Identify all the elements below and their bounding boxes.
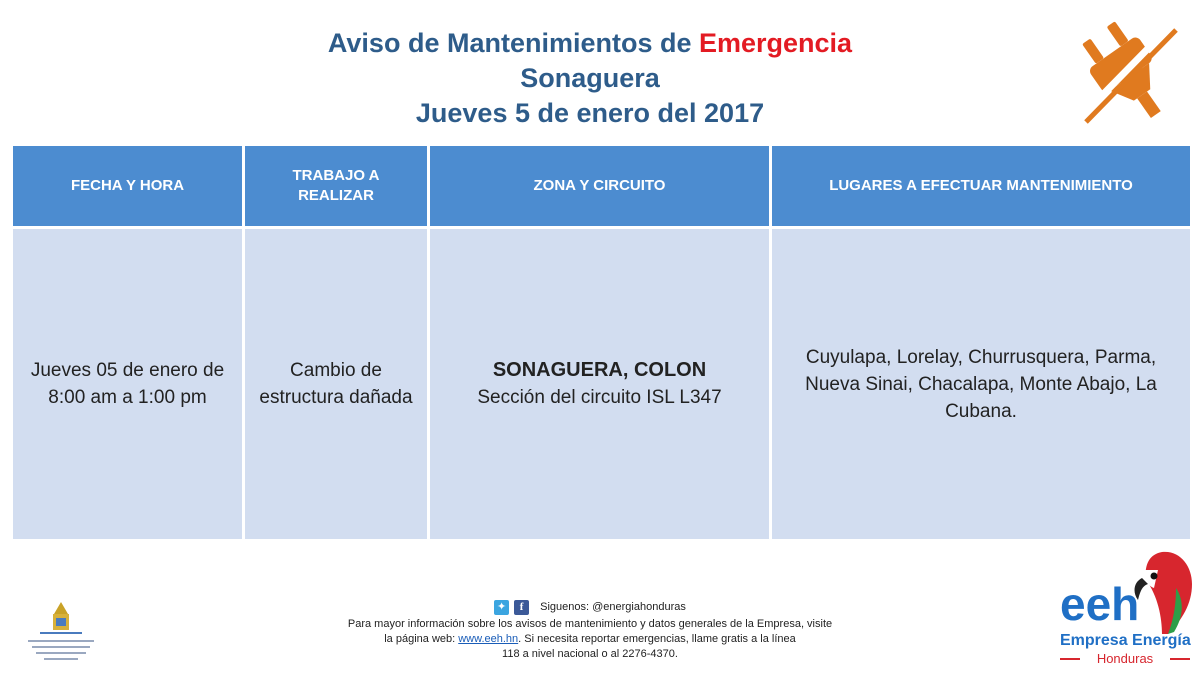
emergency-word: Emergencia: [699, 28, 853, 58]
info-line-3: 118 a nivel nacional o al 2276-4370.: [502, 648, 678, 660]
website-link[interactable]: www.eeh.hn: [458, 633, 519, 645]
table-row: [12, 228, 1192, 541]
twitter-icon[interactable]: ✦: [494, 600, 509, 615]
column-header: TRABAJO A REALIZAR: [244, 145, 429, 228]
footer-info: [290, 600, 890, 662]
social-row: [494, 600, 686, 615]
notice-title: Aviso de Mantenimientos de Emergencia: [327, 28, 853, 58]
social-handle: Siguenos: @energiahonduras: [540, 601, 686, 613]
column-header: LUGARES A EFECTUAR MANTENIMIENTO: [771, 145, 1192, 228]
brand-wordmark: eeh: [1060, 578, 1140, 630]
info-line-1: Para mayor información sobre los avisos de mantenimiento y datos generales de la Empresa, visite: [347, 618, 833, 630]
brand-company-line2: Honduras: [1096, 651, 1154, 666]
facebook-icon[interactable]: f: [514, 600, 529, 615]
eeh-brand-logo: [1058, 548, 1194, 673]
unplugged-icon: [1072, 18, 1180, 126]
places-cell: Cuyulapa, Lorelay, Churrusquera, Parma, Nueva Sinai, Chacalapa, Monte Abajo, La Cubana.: [771, 228, 1192, 541]
maintenance-table: [10, 143, 1193, 542]
circuit-name: Sección del circuito ISL L347: [477, 387, 722, 408]
zone-cell: [429, 228, 771, 541]
brand-company-line1: Empresa Energía: [1060, 632, 1191, 649]
column-header: ZONA Y CIRCUITO: [429, 145, 771, 228]
column-header: FECHA Y HORA: [12, 145, 244, 228]
zone-name: SONAGUERA, COLON: [492, 359, 707, 381]
notice-header: [190, 26, 990, 131]
datetime-cell: Jueves 05 de enero de 8:00 am a 1:00 pm: [12, 228, 244, 541]
notice-date: Jueves 5 de enero del 2017: [415, 98, 765, 128]
info-line-2: la página web: www.eeh.hn. Si necesita reportar emergencias, llame gratis a la línea: [384, 633, 796, 645]
work-cell: Cambio de estructura dañada: [244, 228, 429, 541]
government-seal-icon: [18, 600, 104, 668]
table-header-row: [12, 145, 1192, 228]
notice-location: Sonaguera: [520, 63, 660, 93]
